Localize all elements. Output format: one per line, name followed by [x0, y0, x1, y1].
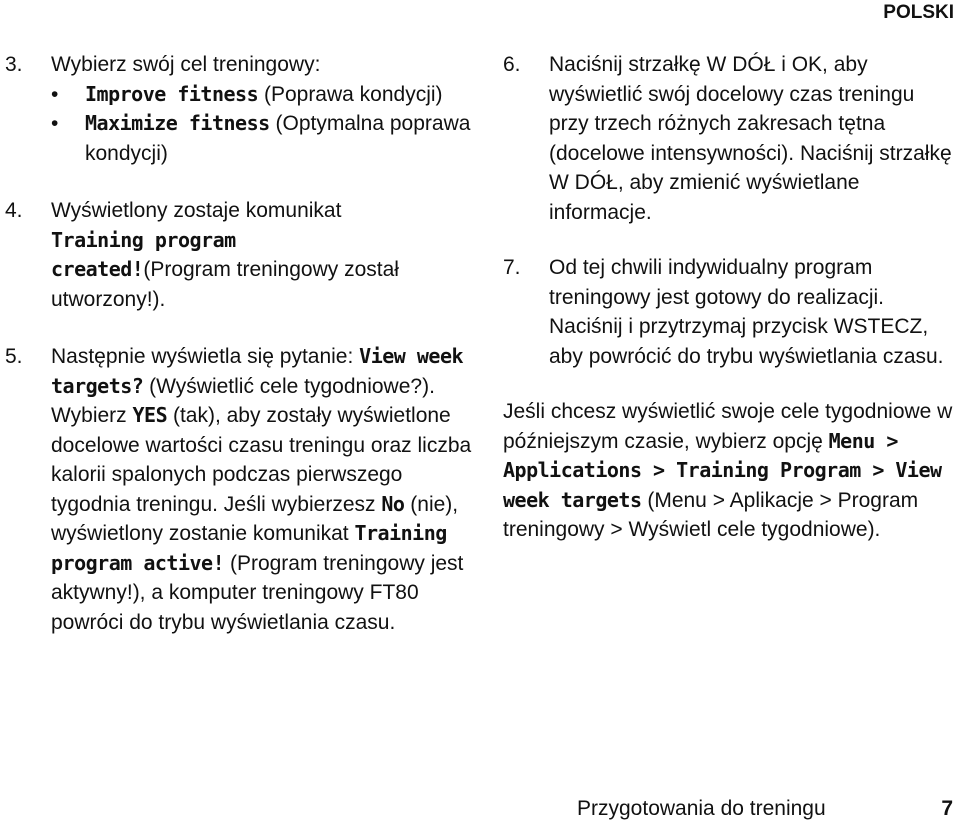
step-4-text: Wyświetlony zostaje komunikat: [51, 199, 342, 222]
step-6: [503, 50, 953, 227]
step-4-translation: (Program treningowy został utworzony!).: [51, 258, 399, 311]
step-5-text-2: (Wyświetlić cele tygodniowe?). Wybierz: [51, 374, 435, 427]
lcd-improve-fitness: Improve fitness: [85, 81, 259, 106]
step-5: [5, 342, 475, 637]
left-column: [5, 50, 475, 637]
step-5-text-3: (tak), aby zostały wyświetlone docelowe wartości czasu treningu oraz liczba kalorii spalonych podczas pierwszego tygodnia treningu. Jeśli wybierzesz: [51, 404, 472, 516]
weekly-targets-text-1: Jeśli chcesz wyświetlić swoje cele tygodniowe w późniejszym czasie, wybierz opcję: [503, 400, 953, 453]
step-6-number: 6.: [503, 53, 521, 76]
lcd-view-week-targets: View week targets?: [51, 344, 464, 398]
lcd-training-program-active: Training program active!: [51, 521, 447, 575]
goal-option-improve-text: (Poprawa kondycji): [258, 82, 443, 106]
footer-section-title: Przygotowania do treningu: [577, 797, 826, 820]
lcd-yes: YES: [132, 403, 168, 427]
right-column: [503, 50, 953, 545]
goal-option-improve: [51, 80, 475, 110]
bullet-icon: •: [51, 112, 59, 135]
step-3-number: 3.: [5, 53, 23, 76]
lcd-training-program: Training program: [51, 227, 236, 252]
goal-option-maximize: [51, 109, 475, 168]
step-5-text-4: (nie), wyświetlony zostanie komunikat: [51, 492, 459, 545]
step-3: [5, 50, 475, 168]
step-7-number: 7.: [503, 256, 521, 279]
step-7-text: Od tej chwili indywidualny program treningowy jest gotowy do realizacji. Naciśnij i przytrzymaj przycisk WSTECZ, aby powrócić do trybu wyświetlania czasu.: [549, 256, 944, 368]
page-number: 7: [941, 797, 953, 820]
lcd-created: created!: [51, 257, 144, 281]
page-footer: [577, 794, 957, 823]
lcd-no: No: [381, 491, 405, 516]
step-3-intro: Wybierz swój cel treningowy:: [51, 53, 321, 76]
step-4: [5, 196, 475, 314]
step-6-text: Naciśnij strzałkę W DÓŁ i OK, aby wyświetlić swój docelowy czas treningu przy trzech różnych zakresach tętna (docelowe intensywności). Naciśnij strzałkę W DÓŁ, aby zmienić wyświetlane informacje.: [549, 53, 952, 224]
weekly-targets-paragraph: [503, 397, 953, 545]
lcd-menu-path: Menu > Applications > Training Program > View week targets: [503, 428, 942, 512]
step-7: [503, 253, 953, 371]
step-5-number: 5.: [5, 345, 23, 368]
lcd-maximize-fitness: Maximize fitness: [85, 111, 270, 135]
step-5-text-5: (Program treningowy jest aktywny!), a komputer treningowy FT80 powróci do trybu wyświetlania czasu.: [51, 551, 464, 634]
step-5-text-1: Następnie wyświetla się pytanie:: [51, 345, 360, 368]
language-header: POLSKI: [883, 2, 954, 23]
bullet-icon: •: [51, 82, 59, 106]
step-4-number: 4.: [5, 199, 23, 222]
goal-option-maximize-text: (Optymalna poprawa kondycji): [85, 112, 471, 165]
weekly-targets-text-2: (Menu > Aplikacje > Program treningowy > Wyświetl cele tygodniowe).: [503, 488, 919, 541]
